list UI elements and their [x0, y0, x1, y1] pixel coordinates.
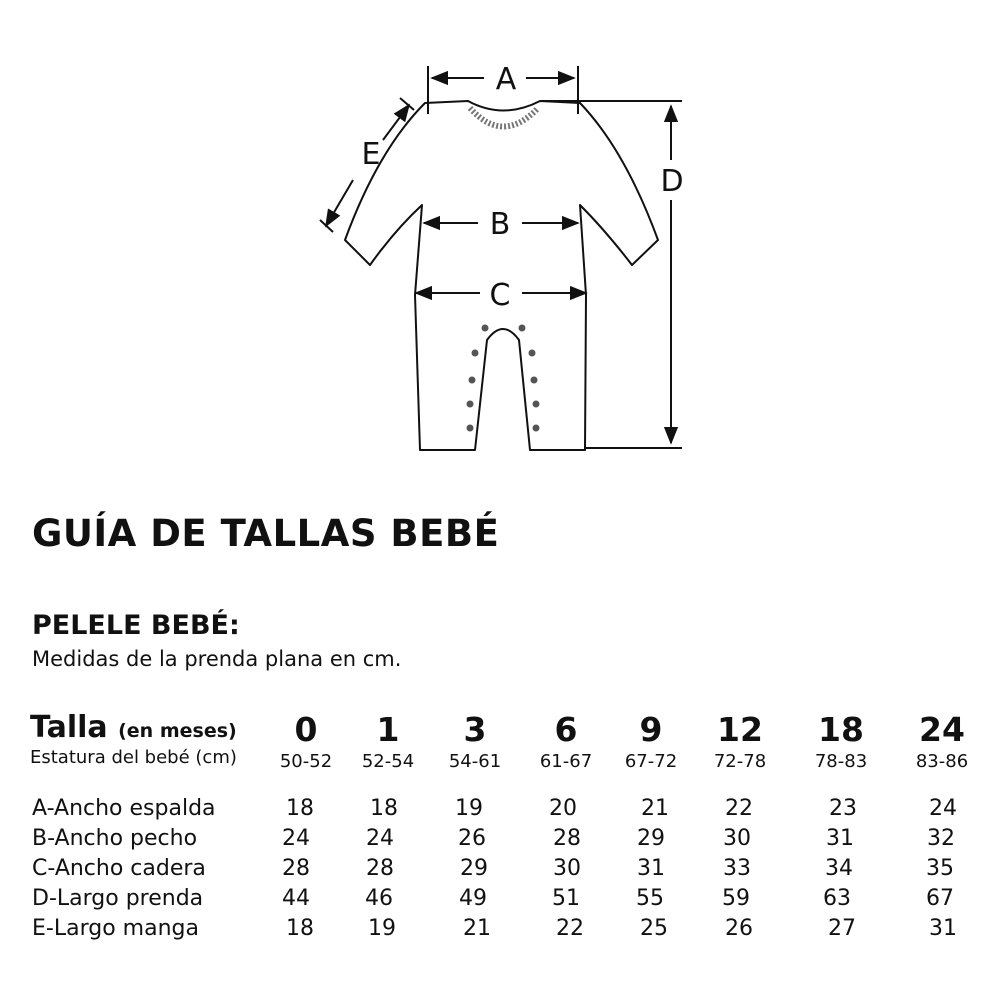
snap-buttons	[467, 325, 540, 432]
table-cell: 24	[929, 796, 957, 821]
row-label: D-Largo prenda	[32, 886, 204, 911]
stature-range: 50-52	[279, 751, 333, 772]
size-column	[261, 710, 351, 774]
table-cell: 18	[370, 796, 398, 821]
size-value: 9	[639, 710, 663, 749]
size-column	[606, 710, 696, 774]
table-cell: 67	[926, 886, 954, 911]
stature-range: 52-54	[361, 751, 415, 772]
table-cell: 30	[553, 856, 581, 881]
stature-header: Estatura del bebé (cm)	[30, 747, 237, 768]
table-cell: 44	[282, 886, 310, 911]
section-description: Medidas de la prenda plana en cm.	[32, 647, 402, 671]
page-title: GUÍA DE TALLAS BEBÉ	[32, 512, 500, 555]
size-value: 3	[463, 710, 487, 749]
size-column	[796, 710, 886, 774]
table-cell: 18	[286, 916, 314, 941]
table-cell: 27	[828, 916, 856, 941]
romper-diagram	[0, 0, 1000, 470]
stature-range: 67-72	[624, 751, 678, 772]
stature-range: 78-83	[814, 751, 868, 772]
table-cell: 31	[826, 826, 854, 851]
measure-d	[540, 101, 682, 448]
size-column	[695, 710, 785, 774]
label-e: E	[361, 137, 381, 172]
table-cell: 63	[823, 886, 851, 911]
table-cell: 26	[725, 916, 753, 941]
table-cell: 21	[641, 796, 669, 821]
size-column	[343, 710, 433, 774]
table-cell: 31	[929, 916, 957, 941]
table-cell: 59	[722, 886, 750, 911]
size-header-label: Talla	[30, 710, 108, 745]
table-cell: 33	[723, 856, 751, 881]
table-cell: 19	[368, 916, 396, 941]
table-cell: 29	[460, 856, 488, 881]
size-value: 12	[717, 710, 763, 749]
row-label: B-Ancho pecho	[32, 826, 198, 851]
table-cell: 18	[286, 796, 314, 821]
section-subtitle: PELELE BEBÉ:	[32, 610, 240, 641]
size-value: 1	[376, 710, 400, 749]
label-a: A	[495, 62, 517, 97]
table-cell: 22	[556, 916, 584, 941]
table-cell: 49	[459, 886, 487, 911]
romper-outline	[345, 101, 658, 450]
size-column	[521, 710, 611, 774]
stature-range: 61-67	[539, 751, 593, 772]
table-cell: 22	[725, 796, 753, 821]
row-label: C-Ancho cadera	[32, 856, 206, 881]
size-header-sublabel: (en meses)	[118, 720, 237, 742]
size-value: 6	[554, 710, 578, 749]
table-cell: 28	[282, 856, 310, 881]
table-cell: 35	[926, 856, 954, 881]
table-cell: 51	[552, 886, 580, 911]
row-label: A-Ancho espalda	[32, 796, 216, 821]
size-column	[430, 710, 520, 774]
size-header	[30, 710, 237, 745]
table-cell: 34	[825, 856, 853, 881]
size-value: 24	[919, 710, 965, 749]
table-cell: 32	[927, 826, 955, 851]
table-cell: 24	[366, 826, 394, 851]
table-cell: 29	[637, 826, 665, 851]
label-b: B	[489, 207, 511, 242]
table-cell: 20	[549, 796, 577, 821]
size-column	[897, 710, 987, 774]
label-c: C	[489, 278, 511, 313]
table-cell: 31	[637, 856, 665, 881]
table-cell: 30	[723, 826, 751, 851]
table-cell: 46	[365, 886, 393, 911]
size-value: 0	[294, 710, 318, 749]
label-d: D	[660, 164, 684, 199]
table-cell: 25	[640, 916, 668, 941]
table-cell: 26	[458, 826, 486, 851]
stature-range: 83-86	[915, 751, 969, 772]
table-cell: 55	[636, 886, 664, 911]
table-cell: 23	[829, 796, 857, 821]
table-cell: 28	[553, 826, 581, 851]
stature-range: 72-78	[713, 751, 767, 772]
table-cell: 21	[463, 916, 491, 941]
table-cell: 28	[366, 856, 394, 881]
table-cell: 24	[282, 826, 310, 851]
row-label: E-Largo manga	[32, 916, 199, 941]
stature-range: 54-61	[448, 751, 502, 772]
size-value: 18	[818, 710, 864, 749]
table-cell: 19	[455, 796, 483, 821]
